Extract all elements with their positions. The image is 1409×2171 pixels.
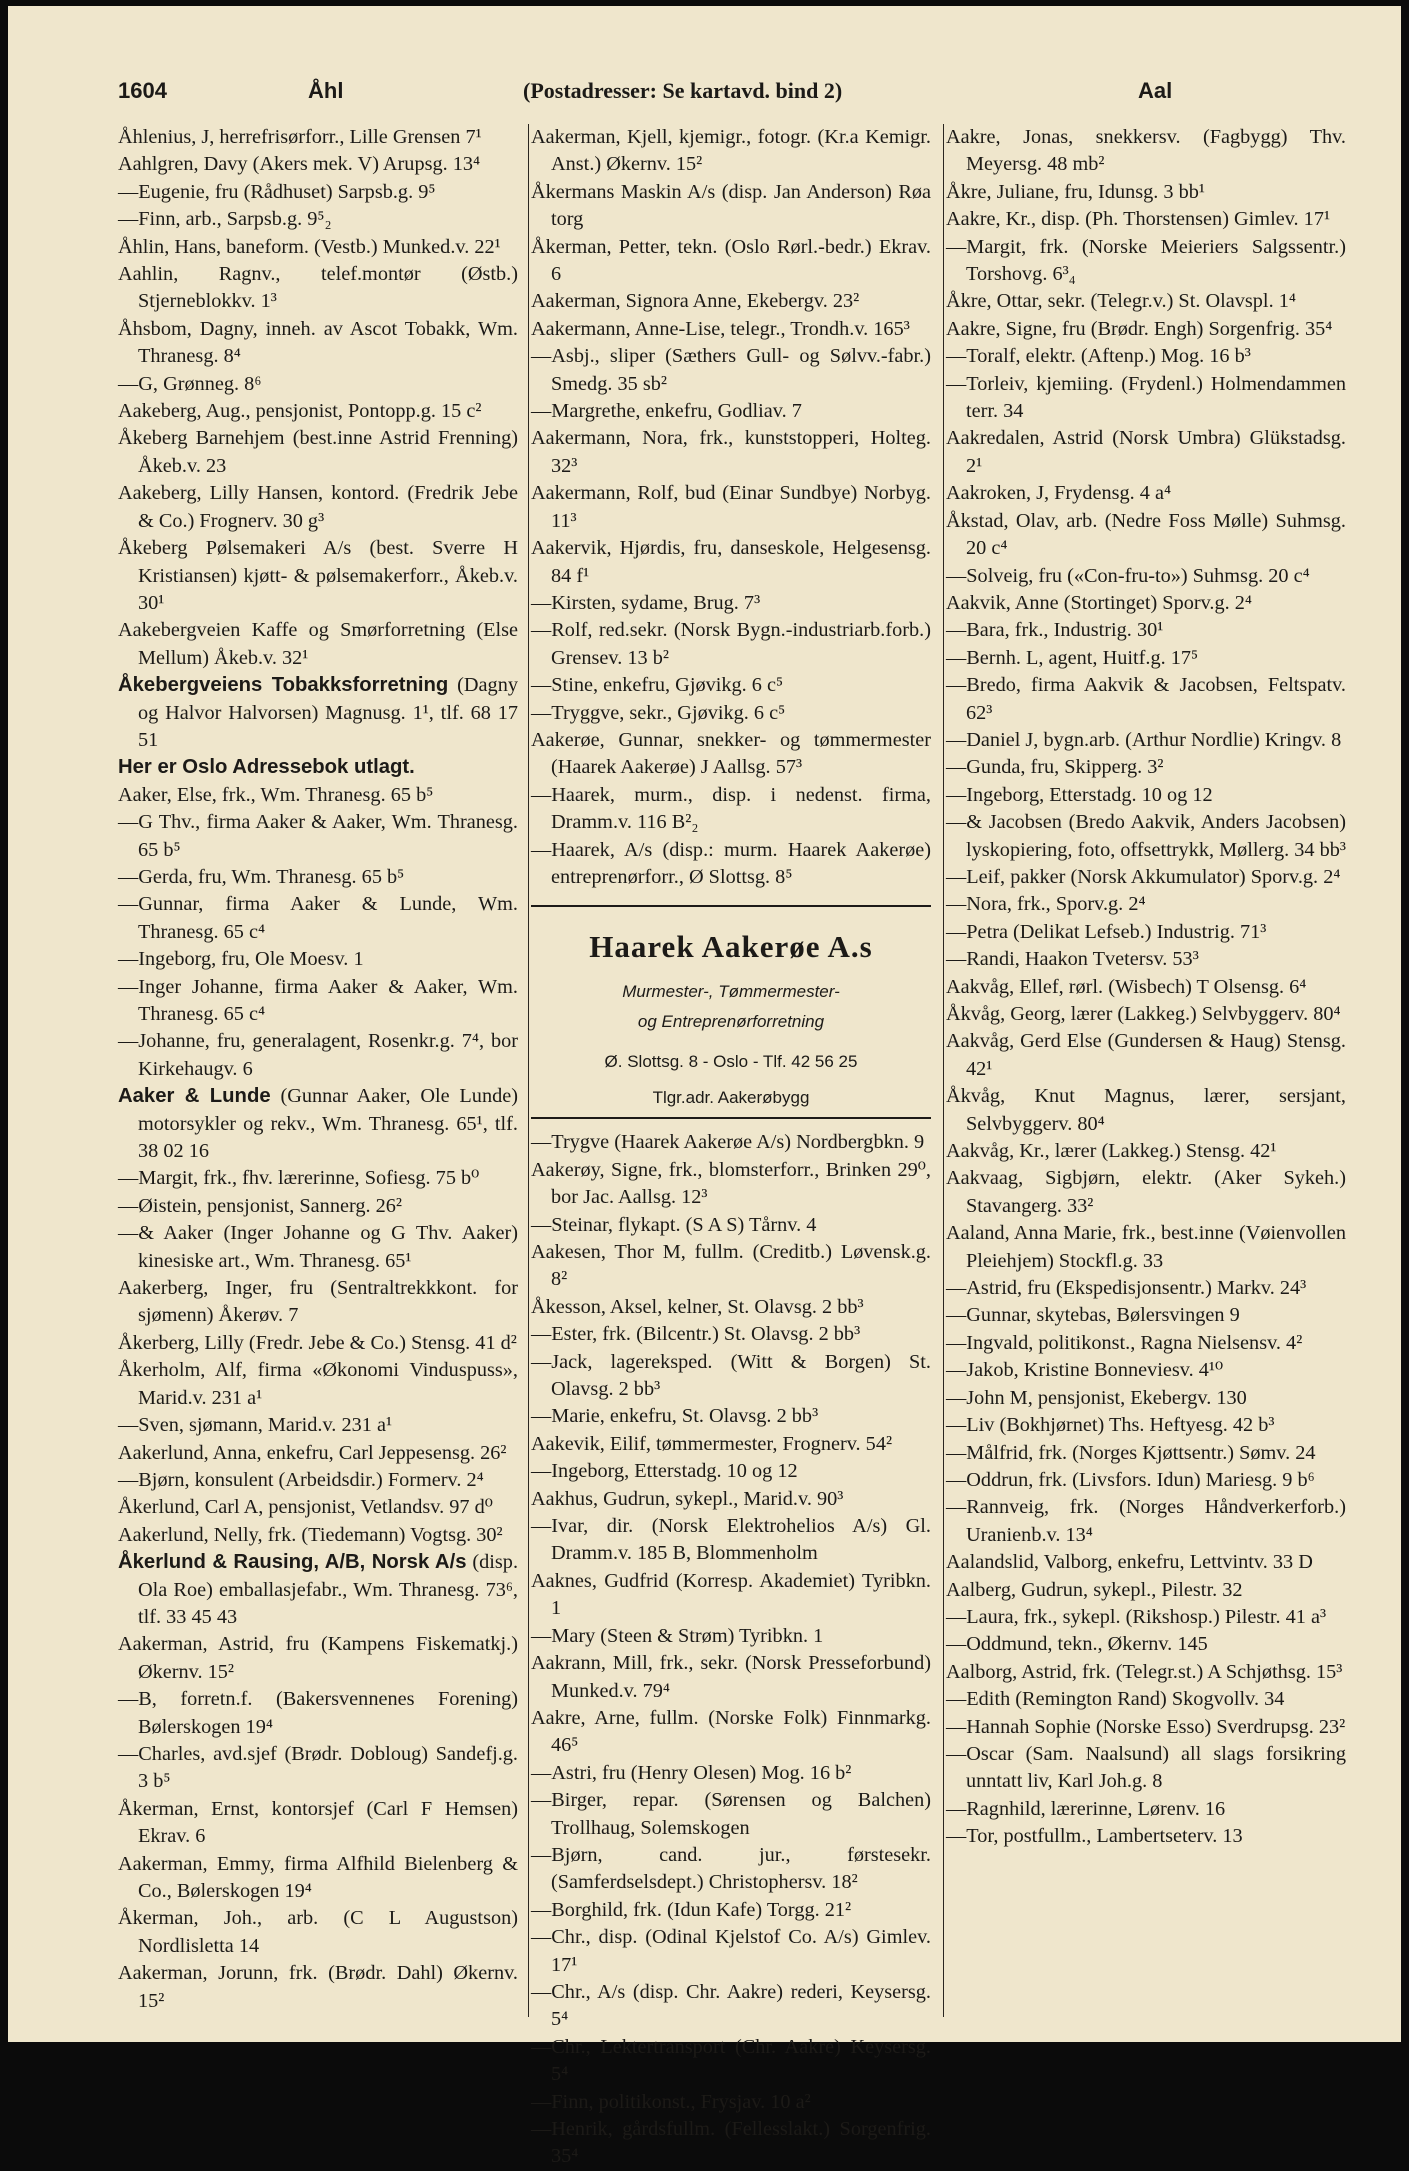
directory-entry — [118, 1905, 518, 1960]
directory-entry — [531, 617, 931, 672]
directory-entry — [118, 1494, 518, 1521]
directory-entry — [118, 672, 518, 754]
entry-text: —Chr., disp. (Odinal Kjelstof Co. A/s) Gimlev. 17¹ — [531, 1926, 931, 1976]
directory-entry — [946, 1823, 1346, 1850]
column-2 — [531, 124, 931, 2168]
directory-entry — [531, 1294, 931, 1321]
directory-entry — [531, 1760, 931, 1787]
directory-entry — [531, 2034, 931, 2089]
entry-text: Aahlgren, Davy (Akers mek. V) Arupsg. 13⁴ — [118, 153, 481, 176]
entry-text: —Gerda, fru, Wm. Thranesg. 65 b⁵ — [118, 865, 405, 888]
directory-entry — [946, 316, 1346, 343]
directory-entry — [946, 234, 1346, 289]
entry-text: Aakerlund, Nelly, frk. (Tiedemann) Vogtsg. 30² — [118, 1523, 503, 1546]
entry-text: —& Jacobsen (Bredo Aakvik, Anders Jacobsen) lyskopiering, foto, offsettrykk, Møllerg. 34 bb³ — [946, 811, 1346, 861]
directory-entry — [118, 1440, 518, 1467]
entry-text: Aakvåg, Ellef, rørl. (Wisbech) T Olsensg. 6⁴ — [946, 975, 1307, 998]
column-divider — [943, 124, 944, 2017]
directory-entry — [118, 782, 518, 809]
directory-entry — [118, 1220, 518, 1275]
directory-entry — [531, 398, 931, 425]
directory-entry — [531, 1349, 931, 1404]
entry-text: Åkre, Juliane, fru, Idunsg. 3 bb¹ — [946, 180, 1205, 203]
directory-entry — [118, 151, 518, 178]
directory-entry — [946, 288, 1346, 315]
entry-text: Aaker, Else, frk., Wm. Thranesg. 65 b⁵ — [118, 783, 434, 806]
entry-text: —Finn, arb., Sarpsb.g. 9⁵₂ — [118, 208, 332, 231]
header-note: (Postadresser: Se kartavd. bind 2) — [523, 78, 843, 103]
entry-text: Aakerlund, Anna, enkefru, Carl Jeppesensg. 26² — [118, 1441, 507, 1464]
directory-entry — [946, 1028, 1346, 1083]
entry-text: Aaland, Anna Marie, frk., best.inne (Vøienvollen Pleiehjem) Stockfl.g. 33 — [946, 1222, 1346, 1272]
directory-entry — [118, 617, 518, 672]
directory-entry — [531, 1129, 931, 1156]
entry-text: —Bernh. L, agent, Huitf.g. 17⁵ — [946, 646, 1199, 669]
entry-text: —Bara, frk., Industrig. 30¹ — [946, 619, 1164, 642]
directory-entry — [118, 1028, 518, 1083]
entry-text: —Margit, frk., fhv. lærerinne, Sofiesg. 75 b⁰ — [118, 1167, 480, 1190]
entry-text: Aakermann, Anne-Lise, telegr., Trondh.v. 165³ — [531, 317, 910, 340]
entry-text: Aakesen, Thor M, fullm. (Creditb.) Løvensk.g. 8² — [531, 1241, 931, 1291]
entry-text: Aaknes, Gudfrid (Korresp. Akademiet) Tyribkn. 1 — [531, 1569, 931, 1620]
entry-text: —Ragnhild, lærerinne, Lørenv. 16 — [946, 1797, 1226, 1820]
directory-entry — [118, 1275, 518, 1330]
entry-text: —Astri, fru (Henry Olesen) Mog. 16 b² — [531, 1761, 852, 1784]
entry-text: —Torleiv, kjemiing. (Frydenl.) Holmendammen terr. 34 — [946, 372, 1346, 423]
directory-entry — [946, 1220, 1346, 1275]
directory-entry — [531, 1513, 931, 1568]
directory-entry — [531, 590, 931, 617]
ad-telegram-address: Tlgr.adr. Aakerøbygg — [652, 1088, 810, 1108]
entry-text: Aakerøe, Gunnar, snekker- og tømmermester (Haarek Aakerøe) J Aallsg. 57³ — [531, 728, 931, 779]
directory-entry — [118, 1686, 518, 1741]
directory-entry — [531, 1239, 931, 1294]
entry-text: —Daniel J, bygn.arb. (Arthur Nordlie) Kringv. 8 — [946, 728, 1342, 751]
directory-entry — [531, 1212, 931, 1239]
ad-address: Ø. Slottsg. 8 - Oslo - Tlf. 42 56 25 — [604, 1052, 858, 1072]
directory-notice: Her er Oslo Adressebok utlagt. — [118, 756, 415, 779]
entry-text: —Randi, Haakon Tvetersv. 53³ — [946, 948, 1199, 971]
directory-entry — [118, 1631, 518, 1686]
entry-text: (Dagny og Halvor Halvorsen) Magnusg. 1¹, tlf. 68 17 51 — [138, 674, 518, 751]
entry-text: —Stine, enkefru, Gjøvikg. 6 c⁵ — [531, 674, 784, 697]
entry-text: Aakermann, Rolf, bud (Einar Sundbye) Norbyg. 11³ — [531, 482, 931, 532]
entry-text: Aakerman, Jorunn, frk. (Brødr. Dahl) Økernv. 15² — [118, 1962, 518, 2012]
entry-text: Aahlin, Ragnv., telef.montør (Østb.) Stjerneblokkv. 1³ — [118, 263, 518, 313]
directory-entry — [946, 1001, 1346, 1028]
directory-entry — [531, 1924, 931, 1979]
entry-text: Aakvåg, Kr., lærer (Lakkeg.) Stensg. 42¹ — [946, 1140, 1277, 1163]
entry-text: —Øistein, pensjonist, Sannerg. 26² — [118, 1194, 402, 1217]
directory-entry — [118, 480, 518, 535]
directory-entry — [531, 700, 931, 727]
directory-entry — [531, 1623, 931, 1650]
entry-text: Aakroken, J, Frydensg. 4 a⁴ — [946, 482, 1172, 505]
entry-text: Åkerman, Ernst, kontorsjef (Carl F Hemsen) Ekrav. 6 — [118, 1797, 518, 1848]
entry-text: Aakermann, Nora, frk., kunststopperi, Holteg. 32³ — [531, 427, 931, 477]
directory-entry — [946, 891, 1346, 918]
entry-text: Aakre, Signe, fru (Brødr. Engh) Sorgenfrig. 35⁴ — [946, 317, 1333, 340]
entry-text: Aakre, Arne, fullm. (Norske Folk) Finnmarkg. 46⁵ — [531, 1706, 931, 1757]
entry-text: —Ingeborg, Etterstadg. 10 og 12 — [946, 783, 1213, 806]
entry-text: —G, Grønneg. 8⁶ — [118, 372, 262, 395]
directory-entry — [531, 535, 931, 590]
entry-text: —Gunnar, firma Aaker & Lunde, Wm. Thranesg. 65 c⁴ — [118, 893, 518, 943]
entry-text: —Laura, frk., sykepl. (Rikshosp.) Pilestr. 41 a³ — [946, 1605, 1327, 1628]
entry-text: —Margrethe, enkefru, Godliav. 7 — [531, 400, 802, 423]
entry-text: —Margit, frk. (Norske Meieriers Salgssentr.) Torshovg. 6³₄ — [946, 235, 1346, 286]
entry-text: —Ester, frk. (Bilcentr.) St. Olavsg. 2 bb³ — [531, 1323, 861, 1346]
directory-entry — [118, 124, 518, 151]
entry-text: —Ivar, dir. (Norsk Elektrohelios A/s) Gl. Dramm.v. 185 B, Blommenholm — [531, 1515, 931, 1565]
directory-entry — [946, 672, 1346, 727]
directory-entry — [946, 974, 1346, 1001]
directory-entry — [118, 179, 518, 206]
directory-entry — [946, 1330, 1346, 1357]
entry-text: Aakeberg, Aug., pensjonist, Pontopp.g. 15 c² — [118, 400, 482, 423]
directory-entry — [118, 1960, 518, 2015]
entry-text: —Nora, frk., Sporv.g. 2⁴ — [946, 893, 1146, 916]
directory-entry — [946, 754, 1346, 781]
entry-text: —Oscar (Sam. Naalsund) all slags forsikring unntatt liv, Karl Joh.g. 8 — [946, 1742, 1346, 1793]
directory-entry — [946, 590, 1346, 617]
entry-text: —Trygve (Haarek Aakerøe A/s) Nordbergbkn. 9 — [531, 1131, 925, 1154]
directory-entry — [118, 1549, 518, 1631]
entry-text: Åkermans Maskin A/s (disp. Jan Anderson) Røa torg — [531, 180, 931, 231]
entry-text: Aakerman, Signora Anne, Ekebergv. 23² — [531, 290, 860, 313]
directory-entry — [946, 1714, 1346, 1741]
entry-business-name: Åkerlund & Rausing, A/B, Norsk A/s — [118, 1551, 467, 1574]
entry-text: —Ingeborg, fru, Ole Moesv. 1 — [118, 948, 364, 971]
directory-entry — [946, 809, 1346, 864]
directory-entry — [946, 946, 1346, 973]
directory-entry — [118, 809, 518, 864]
entry-text: Aakeberg, Lilly Hansen, kontord. (Fredrik Jebe & Co.) Frognerv. 30 g³ — [118, 482, 518, 532]
directory-entry — [531, 1486, 931, 1513]
directory-entry — [531, 1568, 931, 1623]
directory-entry — [118, 1193, 518, 1220]
directory-entry — [946, 1385, 1346, 1412]
directory-entry — [531, 1431, 931, 1458]
directory-entry — [531, 179, 931, 234]
entry-text: —B, forretn.f. (Bakersvennenes Forening) Bølerskogen 19⁴ — [118, 1688, 518, 1738]
entry-text: Åkvåg, Knut Magnus, lærer, sersjant, Selvbyggerv. 80⁴ — [946, 1085, 1346, 1135]
entry-text: —Gunnar, skytebas, Bølersvingen 9 — [946, 1304, 1240, 1327]
ad-tagline-2: og Entreprenørforretning — [637, 1012, 825, 1032]
entry-text: Aakredalen, Astrid (Norsk Umbra) Glükstadsg. 2¹ — [946, 427, 1346, 477]
entry-text: —Mary (Steen & Strøm) Tyribkn. 1 — [531, 1624, 824, 1647]
directory-entry — [946, 179, 1346, 206]
directory-entry — [531, 727, 931, 782]
entry-text: —G Thv., firma Aaker & Aaker, Wm. Thranesg. 65 b⁵ — [118, 811, 518, 861]
directory-entry — [118, 891, 518, 946]
directory-entry — [946, 1741, 1346, 1796]
directory-entry — [531, 1705, 931, 1760]
entry-text: —Petra (Delikat Lefseb.) Industrig. 71³ — [946, 920, 1267, 943]
entry-text: —Sven, sjømann, Marid.v. 231 a¹ — [118, 1414, 393, 1437]
entry-text: —Leif, pakker (Norsk Akkumulator) Sporv.g. 2⁴ — [946, 865, 1341, 888]
entry-text: —Inger Johanne, firma Aaker & Aaker, Wm. Thranesg. 65 c⁴ — [118, 975, 518, 1025]
directory-entry — [946, 1357, 1346, 1384]
entry-text: —Charles, avd.sjef (Brødr. Dobloug) Sandefj.g. 3 b⁵ — [118, 1742, 518, 1793]
entry-text: —Borghild, frk. (Idun Kafe) Torgg. 21² — [531, 1898, 852, 1921]
page-number: 1604 — [118, 78, 167, 103]
entry-text: Åkerman, Petter, tekn. (Oslo Rørl.-bedr.) Ekrav. 6 — [531, 235, 931, 286]
entry-text: —Haarek, murm., disp. i nedenst. firma, Dramm.v. 116 B²₂ — [531, 783, 931, 834]
entry-text: —Ingeborg, Etterstadg. 10 og 12 — [531, 1460, 798, 1483]
directory-entry — [946, 617, 1346, 644]
directory-entry — [118, 425, 518, 480]
directory-entry — [946, 425, 1346, 480]
directory-entry — [531, 1403, 931, 1430]
directory-entry — [531, 343, 931, 398]
entry-text: —Birger, repar. (Sørensen og Balchen) Trollhaug, Solemskogen — [531, 1789, 931, 1839]
entry-text: Åkeberg Pølsemakeri A/s (best. Sverre H Kristiansen) kjøtt- & pølsemakerforr., Åkeb.v. 30¹ — [118, 537, 518, 614]
directory-entry — [946, 919, 1346, 946]
entry-text: —Finn, politikonst., Frysjav. 10 a² — [531, 2090, 811, 2113]
entry-text: —Bredo, firma Aakvik & Jacobsen, Feltspatv. 62³ — [946, 674, 1346, 724]
directory-entry — [118, 535, 518, 617]
directory-entry — [946, 1796, 1346, 1823]
column-1 — [118, 124, 518, 2024]
directory-entry — [946, 645, 1346, 672]
entry-text: —Tor, postfullm., Lambertseterv. 13 — [946, 1825, 1243, 1848]
entry-text: Aakrann, Mill, frk., sekr. (Norsk Presseforbund) Munked.v. 79⁴ — [531, 1652, 931, 1702]
entry-text: Aakvaag, Sigbjørn, elektr. (Aker Sykeh.) Stavangerg. 33² — [946, 1167, 1346, 1217]
directory-entry — [531, 1842, 931, 1897]
left-guide-word: Åhl — [308, 78, 344, 103]
entry-text: Aalborg, Astrid, frk. (Telegr.st.) A Schjøthsg. 15³ — [946, 1660, 1343, 1683]
entry-business-name: Aaker & Lunde — [118, 1085, 271, 1108]
directory-entry — [946, 1275, 1346, 1302]
column-3 — [946, 124, 1346, 2024]
entry-text: —Kirsten, sydame, Brug. 7³ — [531, 591, 761, 614]
directory-entry — [531, 2116, 931, 2171]
directory-entry — [118, 371, 518, 398]
entry-text: —Jack, lagereksped. (Witt & Borgen) St. Olavsg. 2 bb³ — [531, 1350, 931, 1401]
directory-entry — [118, 1165, 518, 1192]
entry-text: —Gunda, fru, Skipperg. 3² — [946, 756, 1164, 779]
entry-text: Åkerlund, Carl A, pensjonist, Vetlandsv. 97 d⁰ — [118, 1496, 493, 1519]
entry-text: Aalandslid, Valborg, enkefru, Lettvintv. 33 D — [946, 1551, 1313, 1574]
entry-text: Aakerman, Astrid, fru (Kampens Fiskematkj.) Økernv. 15² — [118, 1633, 518, 1683]
directory-entry — [118, 864, 518, 891]
directory-entry — [118, 946, 518, 973]
entry-business-name: Åkebergveiens Tobakksforretning — [118, 674, 449, 697]
entry-text: (Gunnar Aaker, Ole Lunde) motorsykler og rekv., Wm. Thranesg. 65¹, tlf. 38 02 16 — [138, 1085, 518, 1163]
directory-entry — [531, 1650, 931, 1705]
entry-text: Aakerøy, Signe, frk., blomsterforr., Brinken 29⁰, bor Jac. Aallsg. 12³ — [531, 1158, 931, 1209]
entry-text: Aakre, Kr., disp. (Ph. Thorstensen) Gimlev. 17¹ — [946, 208, 1331, 231]
directory-entry — [946, 1549, 1346, 1576]
directory-entry — [118, 206, 518, 233]
entry-text: Åkre, Ottar, sekr. (Telegr.v.) St. Olavspl. 1⁴ — [946, 290, 1296, 313]
directory-entry — [946, 563, 1346, 590]
directory-entry — [118, 1330, 518, 1357]
entry-text: Åkerman, Joh., arb. (C L Augustson) Nordlisletta 14 — [118, 1907, 518, 1957]
entry-text: —Chr., Lektertransport (Chr. Aakre) Keysersg. 5⁴ — [531, 2035, 931, 2086]
directory-entry — [531, 480, 931, 535]
directory-entry — [531, 1321, 931, 1348]
entry-text: Åkstad, Olav, arb. (Nedre Foss Mølle) Suhmsg. 20 c⁴ — [946, 509, 1346, 560]
directory-entry — [946, 1659, 1346, 1686]
directory-entry — [531, 1458, 931, 1485]
directory-entry — [946, 1440, 1346, 1467]
directory-entry — [531, 288, 931, 315]
directory-entry — [946, 508, 1346, 563]
entry-text: —Oddmund, tekn., Økernv. 145 — [946, 1633, 1208, 1656]
entry-text: —Bjørn, konsulent (Arbeidsdir.) Formerv. 2⁴ — [118, 1468, 484, 1491]
directory-entry — [946, 864, 1346, 891]
entry-text: Åkeberg Barnehjem (best.inne Astrid Frenning) Åkeb.v. 23 — [118, 427, 518, 477]
entry-text: —Johanne, fru, generalagent, Rosenkr.g. 7⁴, bor Kirkehaugv. 6 — [118, 1030, 518, 1080]
directory-entry — [118, 1357, 518, 1412]
directory-entry — [946, 1631, 1346, 1658]
ad-company-name: Haarek Aakerøe A.s — [589, 929, 873, 965]
entry-text: —Ingvald, politikonst., Ragna Nielsensv. 4² — [946, 1331, 1303, 1354]
directory-entry — [531, 1787, 931, 1842]
entry-text: Aakvik, Anne (Stortinget) Sporv.g. 2⁴ — [946, 591, 1253, 614]
directory-entry — [118, 316, 518, 371]
directory-entry — [118, 398, 518, 425]
entry-text: —Haarek, A/s (disp.: murm. Haarek Aakerøe) entreprenørforr., Ø Slottsg. 8⁵ — [531, 838, 931, 888]
entry-text: —Asbj., sliper (Sæthers Gull- og Sølvv.-fabr.) Smedg. 35 sb² — [531, 345, 931, 395]
directory-entry — [531, 234, 931, 289]
page-header — [8, 78, 1401, 114]
entry-text: —Marie, enkefru, St. Olavsg. 2 bb³ — [531, 1405, 819, 1428]
entry-text: —Bjørn, cand. jur., førstesekr. (Samferdselsdept.) Christophersv. 18² — [531, 1843, 931, 1894]
directory-entry — [118, 234, 518, 261]
entry-text: Åkvåg, Georg, lærer (Lakkeg.) Selvbyggerv. 80⁴ — [946, 1003, 1341, 1025]
directory-entry — [531, 782, 931, 837]
column-divider — [528, 124, 529, 2017]
directory-entry — [118, 261, 518, 316]
directory-entry — [946, 1165, 1346, 1220]
entry-text: —Tryggve, sekr., Gjøvikg. 6 c⁵ — [531, 701, 786, 724]
directory-entry — [118, 1412, 518, 1439]
directory-entry — [118, 1741, 518, 1796]
entry-text: (disp. Ola Roe) emballasjefabr., Wm. Thranesg. 73⁶, tlf. 33 45 43 — [138, 1551, 519, 1628]
entry-text: —Hannah Sophie (Norske Esso) Sverdrupsg. 23² — [946, 1715, 1346, 1738]
entry-text: Åkesson, Aksel, kelner, St. Olavsg. 2 bb³ — [531, 1295, 864, 1318]
entry-text: Aakre, Jonas, snekkersv. (Fagbygg) Thv. Meyersg. 48 mb² — [946, 126, 1346, 176]
directory-entry — [118, 974, 518, 1029]
directory-entry — [531, 316, 931, 343]
entry-text: Aakerberg, Inger, fru (Sentraltrekkkont. for sjømenn) Åkerøv. 7 — [118, 1277, 518, 1327]
entry-text: Aakevik, Eilif, tømmermester, Frognerv. 54² — [531, 1432, 893, 1455]
directory-entry — [946, 1686, 1346, 1713]
directory-entry — [946, 1467, 1346, 1494]
directory-entry — [531, 837, 931, 892]
entry-text: —Toralf, elektr. (Aftenp.) Mog. 16 b³ — [946, 345, 1251, 368]
entry-text: Aakebergveien Kaffe og Smørforretning (Else Mellum) Åkeb.v. 32¹ — [118, 619, 518, 669]
entry-text: Åkerberg, Lilly (Fredr. Jebe & Co.) Stensg. 41 d² — [118, 1331, 517, 1354]
directory-entry — [946, 206, 1346, 233]
directory-entry — [946, 343, 1346, 370]
advertisement — [531, 905, 931, 1119]
directory-entry — [946, 1494, 1346, 1549]
directory-entry — [531, 1157, 931, 1212]
entry-text: —Edith (Remington Rand) Skogvollv. 34 — [946, 1688, 1285, 1711]
directory-entry — [531, 672, 931, 699]
entry-text: —Eugenie, fru (Rådhuset) Sarpsb.g. 9⁵ — [118, 180, 436, 203]
directory-entry — [118, 1083, 518, 1165]
directory-entry — [531, 1979, 931, 2034]
directory-entry — [118, 1796, 518, 1851]
entry-text: —Solveig, fru («Con-fru-to») Suhmsg. 20 c⁴ — [946, 564, 1310, 587]
directory-entry — [946, 1577, 1346, 1604]
directory-entry — [946, 727, 1346, 754]
entry-text: —Henrik, gårdsfullm. (Fellesslakt.) Sorgenfrig. 35⁴ — [531, 2118, 931, 2168]
entry-text: —Jakob, Kristine Bonneviesv. 4¹⁰ — [946, 1359, 1224, 1382]
entry-text: —Steinar, flykapt. (S A S) Tårnv. 4 — [531, 1213, 817, 1236]
directory-entry — [118, 1851, 518, 1906]
directory-entry — [531, 2089, 931, 2116]
entry-text: —Rannveig, frk. (Norges Håndverkerforb.) Uranienb.v. 13⁴ — [946, 1496, 1346, 1546]
directory-entry — [118, 1467, 518, 1494]
directory-page — [8, 6, 1401, 2168]
entry-text: —John M, pensjonist, Ekebergv. 130 — [946, 1386, 1247, 1409]
entry-text: —Liv (Bokhjørnet) Ths. Heftyesg. 42 b³ — [946, 1414, 1275, 1437]
entry-text: —Målfrid, frk. (Norges Kjøttsentr.) Sømv. 24 — [946, 1441, 1316, 1464]
directory-entry — [946, 124, 1346, 179]
entry-text: —& Aaker (Inger Johanne og G Thv. Aaker) kinesiske art., Wm. Thranesg. 65¹ — [118, 1222, 518, 1272]
directory-entry — [531, 1897, 931, 1924]
entry-text: Aalberg, Gudrun, sykepl., Pilestr. 32 — [946, 1578, 1243, 1601]
directory-entry — [946, 1604, 1346, 1631]
entry-text: —Oddrun, frk. (Livsfors. Idun) Mariesg. 9 b⁶ — [946, 1468, 1315, 1491]
entry-text: Aakerman, Kjell, kjemigr., fotogr. (Kr.a Kemigr. Anst.) Økernv. 15² — [531, 126, 931, 176]
directory-entry — [946, 480, 1346, 507]
right-guide-word: Aal — [1138, 78, 1173, 103]
ad-tagline-1: Murmester-, Tømmermester- — [622, 982, 840, 1002]
entry-text: Aakervik, Hjørdis, fru, danseskole, Helgesensg. 84 f¹ — [531, 537, 931, 587]
entry-text: Åhlin, Hans, baneform. (Vestb.) Munked.v. 22¹ — [118, 235, 501, 258]
directory-entry — [946, 782, 1346, 809]
directory-entry — [946, 1302, 1346, 1329]
entry-text: Aakhus, Gudrun, sykepl., Marid.v. 90³ — [531, 1487, 844, 1510]
directory-entry — [946, 1138, 1346, 1165]
entry-text: Åkerholm, Alf, firma «Økonomi Vinduspuss», Marid.v. 231 a¹ — [118, 1359, 518, 1409]
entry-text: Åhsbom, Dagny, inneh. av Ascot Tobakk, Wm. Thranesg. 8⁴ — [118, 317, 518, 368]
entry-text: Aakerman, Emmy, firma Alfhild Bielenberg & Co., Bølerskogen 19⁴ — [118, 1852, 518, 1902]
directory-entry — [531, 124, 931, 179]
entry-text: Åhlenius, J, herrefrisørforr., Lille Grensen 7¹ — [118, 126, 482, 148]
directory-entry — [531, 425, 931, 480]
directory-entry — [118, 1522, 518, 1549]
entry-text: —Rolf, red.sekr. (Norsk Bygn.-industriarb.forb.) Grensev. 13 b² — [531, 619, 931, 669]
entry-text: Aakvåg, Gerd Else (Gundersen & Haug) Stensg. 42¹ — [946, 1030, 1346, 1080]
entry-text: —Chr., A/s (disp. Chr. Aakre) rederi, Keysersg. 5⁴ — [531, 1980, 931, 2031]
directory-entry — [946, 1083, 1346, 1138]
directory-entry — [946, 1412, 1346, 1439]
entry-text: —Astrid, fru (Ekspedisjonsentr.) Markv. 24³ — [946, 1277, 1307, 1300]
directory-entry — [946, 371, 1346, 426]
